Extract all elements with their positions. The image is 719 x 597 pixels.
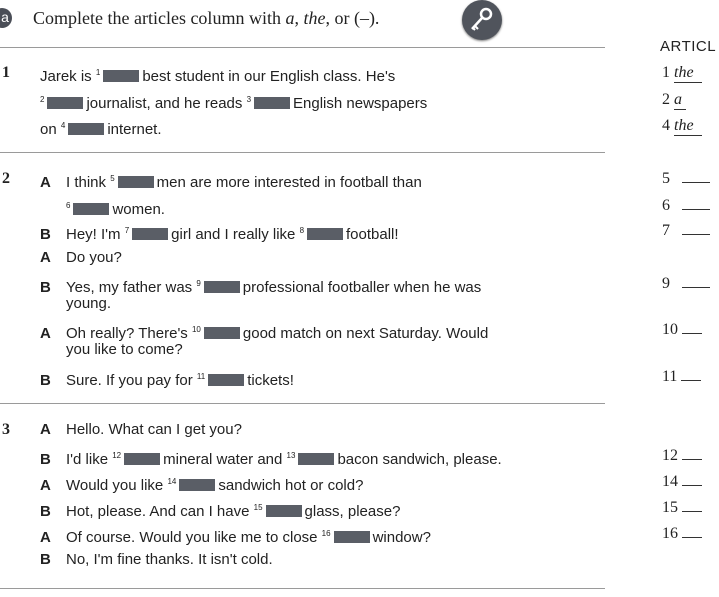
dialogue-line: A Hello. What can I get you? xyxy=(40,421,242,438)
answer-entry[interactable]: 11 xyxy=(662,368,701,386)
dialogue-line: B No, I'm fine thanks. It isn't cold. xyxy=(40,551,273,568)
answer-entry[interactable]: 6 xyxy=(662,197,710,215)
badge-letter: a xyxy=(1,9,9,25)
answer-blank[interactable] xyxy=(103,70,139,82)
answer-entry[interactable]: 15 xyxy=(662,499,702,517)
answer-entry[interactable]: 12 xyxy=(662,447,702,465)
divider xyxy=(0,152,605,153)
sentence-line: Jarek is $^1$ best student in our English class. He's xyxy=(40,68,396,85)
dialogue-line: $^6$ women. xyxy=(66,201,165,218)
divider xyxy=(0,403,605,404)
dialogue-line: A Do you? xyxy=(40,249,122,266)
sentence-line: on $^4$ internet. xyxy=(40,121,162,138)
dialogue-line: B Hey! I'm $^7$ girl and I really like $^8$ football! xyxy=(40,226,399,243)
answer-blank[interactable] xyxy=(68,123,104,135)
exercise-badge xyxy=(0,8,12,28)
answer-blank[interactable] xyxy=(208,374,244,386)
answer-blank[interactable] xyxy=(204,327,240,339)
answer-entry[interactable]: 10 xyxy=(662,321,702,339)
dialogue-line: A Would you like $^{14}$ sandwich hot or cold? xyxy=(40,477,364,494)
dialogue-line: B Yes, my father was $^9$ professional footballer when he was xyxy=(40,279,482,296)
dialogue-line: B Hot, please. And can I have $^{15}$ glass, please? xyxy=(40,503,401,520)
answer-entry[interactable]: 5 xyxy=(662,170,710,188)
divider xyxy=(0,588,605,589)
dialogue-line: A Of course. Would you like me to close $^{16}$ window? xyxy=(40,529,431,546)
dialogue-line: A Oh really? There's $^{10}$ good match on next Saturday. Would xyxy=(40,325,489,342)
answer-blank[interactable] xyxy=(124,453,160,465)
dialogue-line: B I'd like $^{12}$ mineral water and $^{13}$ bacon sandwich, please. xyxy=(40,451,502,468)
answer-entry[interactable]: 14 xyxy=(662,473,702,491)
divider xyxy=(0,47,605,48)
section-number: 2 xyxy=(2,170,10,187)
answer-blank[interactable] xyxy=(73,203,109,215)
answer-entry[interactable]: 7 xyxy=(662,222,710,240)
section-number: 3 xyxy=(2,421,10,438)
answer-entry[interactable]: 1 the xyxy=(662,64,702,83)
answer-entry[interactable]: 4 the xyxy=(662,117,702,136)
answer-blank[interactable] xyxy=(47,97,83,109)
instruction: Complete the articles column with a, the, or (–). xyxy=(33,8,380,28)
articles-column-title: ARTICL xyxy=(660,38,717,55)
answer-blank[interactable] xyxy=(254,97,290,109)
answer-blank[interactable] xyxy=(334,531,370,543)
answer-entry[interactable]: 2 a xyxy=(662,91,686,110)
answer-entry[interactable]: 9 xyxy=(662,275,710,293)
dialogue-line: B Sure. If you pay for $^{11}$ tickets! xyxy=(40,372,294,389)
dialogue-line: young. xyxy=(66,295,112,312)
sentence-line: $^2$ journalist, and he reads $^3$ English newspapers xyxy=(40,95,428,112)
key-icon[interactable] xyxy=(462,0,502,40)
answer-blank[interactable] xyxy=(204,281,240,293)
dialogue-line: A I think $^5$ men are more interested in football than xyxy=(40,174,422,191)
answer-entry[interactable]: 16 xyxy=(662,525,702,543)
answer-blank[interactable] xyxy=(266,505,302,517)
answer-blank[interactable] xyxy=(118,176,154,188)
answer-blank[interactable] xyxy=(132,228,168,240)
section-number: 1 xyxy=(2,64,10,81)
answer-blank[interactable] xyxy=(307,228,343,240)
dialogue-line: you like to come? xyxy=(66,341,183,358)
answer-blank[interactable] xyxy=(179,479,215,491)
key-glyph xyxy=(462,0,502,40)
answer-blank[interactable] xyxy=(298,453,334,465)
